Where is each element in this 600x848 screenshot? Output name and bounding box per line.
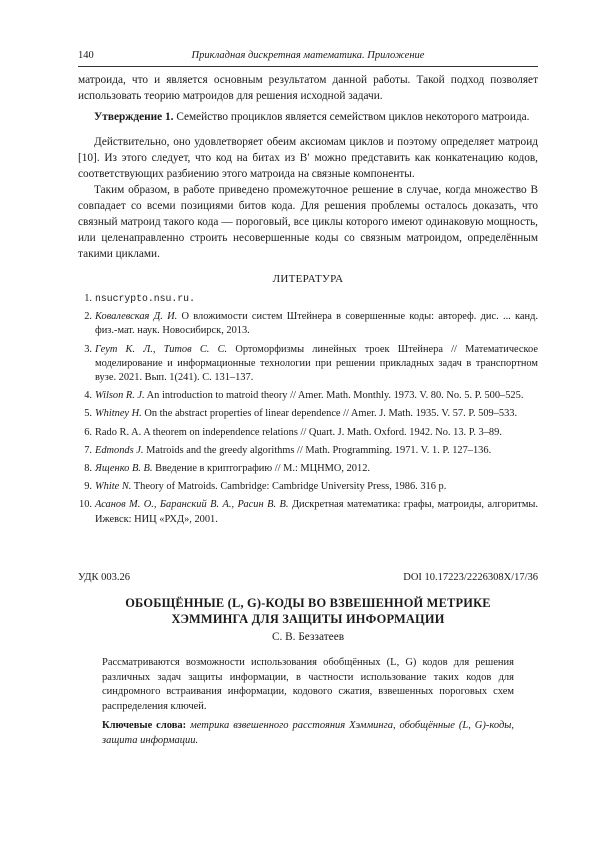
reference-text: Rado R. A. A theorem on independence relations // Quart. J. Math. Oxford. 1942. No. 13. P. 3–89. [95, 426, 502, 438]
reference-authors: Wilson R. J. [95, 390, 145, 402]
reference-number: 9. [84, 481, 92, 493]
reference-item [78, 292, 538, 306]
reference-text: On the abstract properties of linear dependence // Amer. J. Math. 1935. V. 57. P. 509–533. [144, 408, 518, 420]
page-number: 140 [78, 50, 94, 61]
statement-text: Семейство проциклов является семейством циклов некоторого матроида. [176, 111, 530, 123]
reference-number: 7. [84, 444, 92, 456]
udk-code: УДК 003.26 [78, 572, 131, 583]
main-text [78, 72, 538, 531]
article-author: С. В. Беззатеев [271, 631, 345, 643]
paragraph-1: матроида, что и является основным результатом данной работы. Такой подход позволяет использовать теорию матроидов для решения исходной задачи. [78, 74, 538, 102]
header-rule [78, 66, 538, 67]
page-header [78, 50, 538, 64]
references-list [78, 292, 538, 527]
reference-authors: Ященко В. В. [95, 463, 153, 475]
reference-authors: Геут К. Л., Титов С. С. [95, 343, 228, 355]
reference-authors: Асанов М. О., Баранский В. А., Расин В. В. [95, 499, 289, 511]
reference-number: 5. [84, 408, 92, 420]
reference-text: Theory of Matroids. Cambridge: Cambridge University Press, 1986. 316 p. [133, 481, 447, 493]
doi[interactable]: DOI 10.17223/2226308X/17/36 [403, 572, 538, 583]
reference-item [78, 407, 538, 421]
keywords-text: метрика взвешенного расстояния Хэмминга, обобщённые (L, G)-коды, защита информации. [102, 720, 515, 746]
reference-item [78, 498, 538, 526]
reference-number: 1. [84, 293, 92, 304]
reference-item [78, 444, 538, 458]
reference-item [78, 480, 538, 494]
reference-item [78, 426, 538, 440]
abstract-text: Рассматриваются возможности использования обобщённых (L, G) кодов для решения различных задач защиты информации, в частности использование таких кодов для синдромного встраивания информации, кодового сжатия, взвешенных пороговых схем распределения ключей. [102, 657, 514, 712]
reference-number: 4. [84, 390, 92, 402]
article-title [78, 595, 538, 627]
article-title-line-2: ХЭММИНГА ДЛЯ ЗАЩИТЫ ИНФОРМАЦИИ [171, 612, 445, 626]
reference-number: 6. [84, 426, 92, 438]
reference-text: Введение в криптографию // М.: МЦНМО, 2012. [155, 463, 370, 475]
reference-link[interactable]: nsucrypto.nsu.ru. [95, 293, 195, 304]
reference-item [78, 462, 538, 476]
reference-number: 2. [84, 311, 92, 323]
paragraph-2: Действительно, оно удовлетворяет обеим аксиомам циклов и поэтому определяет матроид [10]. Из этого следует, что код на битах из B′ можно представить как конкатенацию кодов, соответствующих разбиению этого матроида на связные компоненты. [78, 136, 538, 180]
reference-number: 8. [84, 463, 92, 475]
references-heading: ЛИТЕРАТУРА [272, 273, 344, 285]
reference-authors: Edmonds J. [95, 444, 144, 456]
reference-text: О вложимости систем Штейнера в совершенные коды: автореф. дис. ... канд. физ.-мат. наук. Новосибирск, 2013. [95, 311, 538, 337]
statement-1 [78, 109, 538, 125]
running-title: Прикладная дискретная математика. Приложение [191, 50, 425, 61]
keywords-label: Ключевые слова: [102, 720, 187, 732]
reference-text: Matroids and the greedy algorithms // Math. Programming. 1971. V. 1. P. 127–136. [146, 444, 492, 456]
reference-text: Дискретная математика: графы, матроиды, алгоритмы. Ижевск: НИЦ «РХД», 2001. [95, 499, 538, 525]
reference-authors: White N. [95, 481, 132, 493]
article-title-line-1: ОБОБЩЁННЫЕ (L, G)-КОДЫ ВО ВЗВЕШЕННОЙ МЕТРИКЕ [125, 596, 491, 610]
reference-item [78, 343, 538, 386]
reference-number: 3. [84, 343, 92, 355]
abstract [102, 656, 514, 749]
reference-item [78, 389, 538, 403]
reference-text: Ортоморфизмы линейных троек Штейнера // Математическое моделирование и информационные технологии при решении прикладных задач в транспортном вузе. 2021. Вып. 1(241). С. 131–137. [95, 343, 538, 384]
reference-item [78, 310, 538, 338]
reference-authors: Ковалевская Д. И. [95, 311, 178, 323]
paragraph-3: Таким образом, в работе приведено промежуточное решение в случае, когда множество B совпадает со всеми позициями битов кода. Для решения проблемы осталось доказать, что связный матроид такого кода — пороговый, все циклы которого имеют одинаковую мощность, или целенаправленно строить несовершенные коды со связным матроидом, определённым такими циклами. [78, 184, 538, 260]
statement-label: Утверждение 1. [94, 111, 174, 123]
article-meta [78, 572, 538, 586]
reference-number: 10. [79, 499, 92, 511]
keywords [102, 719, 514, 748]
reference-authors: Whitney H. [95, 408, 142, 420]
reference-text: An introduction to matroid theory // Amer. Math. Monthly. 1973. V. 80. No. 5. P. 500–525. [146, 390, 524, 402]
